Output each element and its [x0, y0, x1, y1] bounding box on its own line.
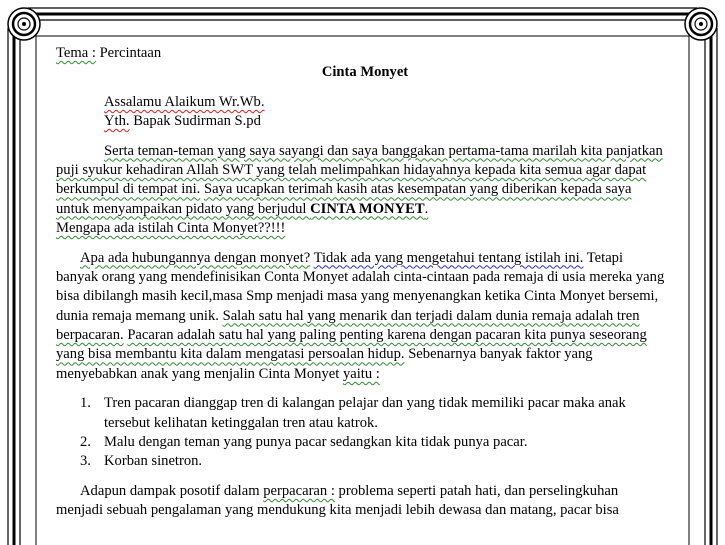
theme-label: Tema :: [56, 45, 96, 61]
list-item: 3. Korban sinetron.: [80, 453, 203, 470]
list-item: 1. Tren pacaran dianggap tren di kalangan pelajar dan yang tidak memiliki pacar maka anak tersebut kelihatan ketinggalan tren atau katrok.: [80, 395, 626, 431]
document-body[interactable]: [56, 44, 674, 521]
theme-line: [56, 44, 674, 63]
paragraph-opening: Serta teman-teman yang saya sayangi dan saya banggakan pertama-tama marilah kita panjatkan puji syukur kehadiran Allah SWT yang telah melimpahkan hidayahnya kepada kita semua agar dapat berkumpul di tempat ini. Saya ucapkan terimah kasih atas kesempatan yang diberikan kepada saya untuk menyampaikan pidato yang berjudul CINTA MONYET. Mengapa ada istilah Cinta Monyet??!!!: [56, 142, 663, 237]
theme-value: Percintaan: [99, 45, 162, 61]
reasons-list: [56, 394, 674, 472]
corner-ornament-right: [685, 8, 717, 40]
corner-ornament-left: [8, 8, 40, 40]
paragraph-impact: Adapun dampak posotif dalam perpacaran : problema seperti patah hati, dan perselingkuhan menjadi sebuah pengalaman yang mendukung kita menjadi lebih dewasa dan matang, pacar bisa: [56, 482, 619, 519]
document-title: Cinta Monyet: [321, 64, 409, 81]
greeting: Assalamu Alaikum Wr.Wb.: [104, 93, 265, 110]
list-item: 2. Malu dengan teman yang punya pacar sedangkan kita tidak punya pacar.: [80, 434, 528, 451]
paragraph-definition: Apa ada hubungannya dengan monyet? Tidak ada yang mengetahui tentang istilah ini. Tetapi banyak orang yang mendefinisikan Conta Monyet adalah cinta-cintaan pada remaja di usia mereka yang bisa dibilangh masih kecil,masa Smp menjadi masa yang menyenangkan ketika Cinta Monyet bersemi, dunia remaja memang unik. Salah satu hal yang menarik dan terjadi dalam dunia remaja adalah tren berpacaran. Pacaran adalah satu hal yang paling penting karena dengan pacaran kita punya seseorang yang bisa membantu kita dalam mengatasi persoalan hidup. Sebenarnya banyak faktor yang menyebabkan anak yang menjalin Cinta Monyet yaitu :: [56, 249, 665, 382]
addressee: Yth. Bapak Sudirman S.pd: [104, 113, 261, 130]
